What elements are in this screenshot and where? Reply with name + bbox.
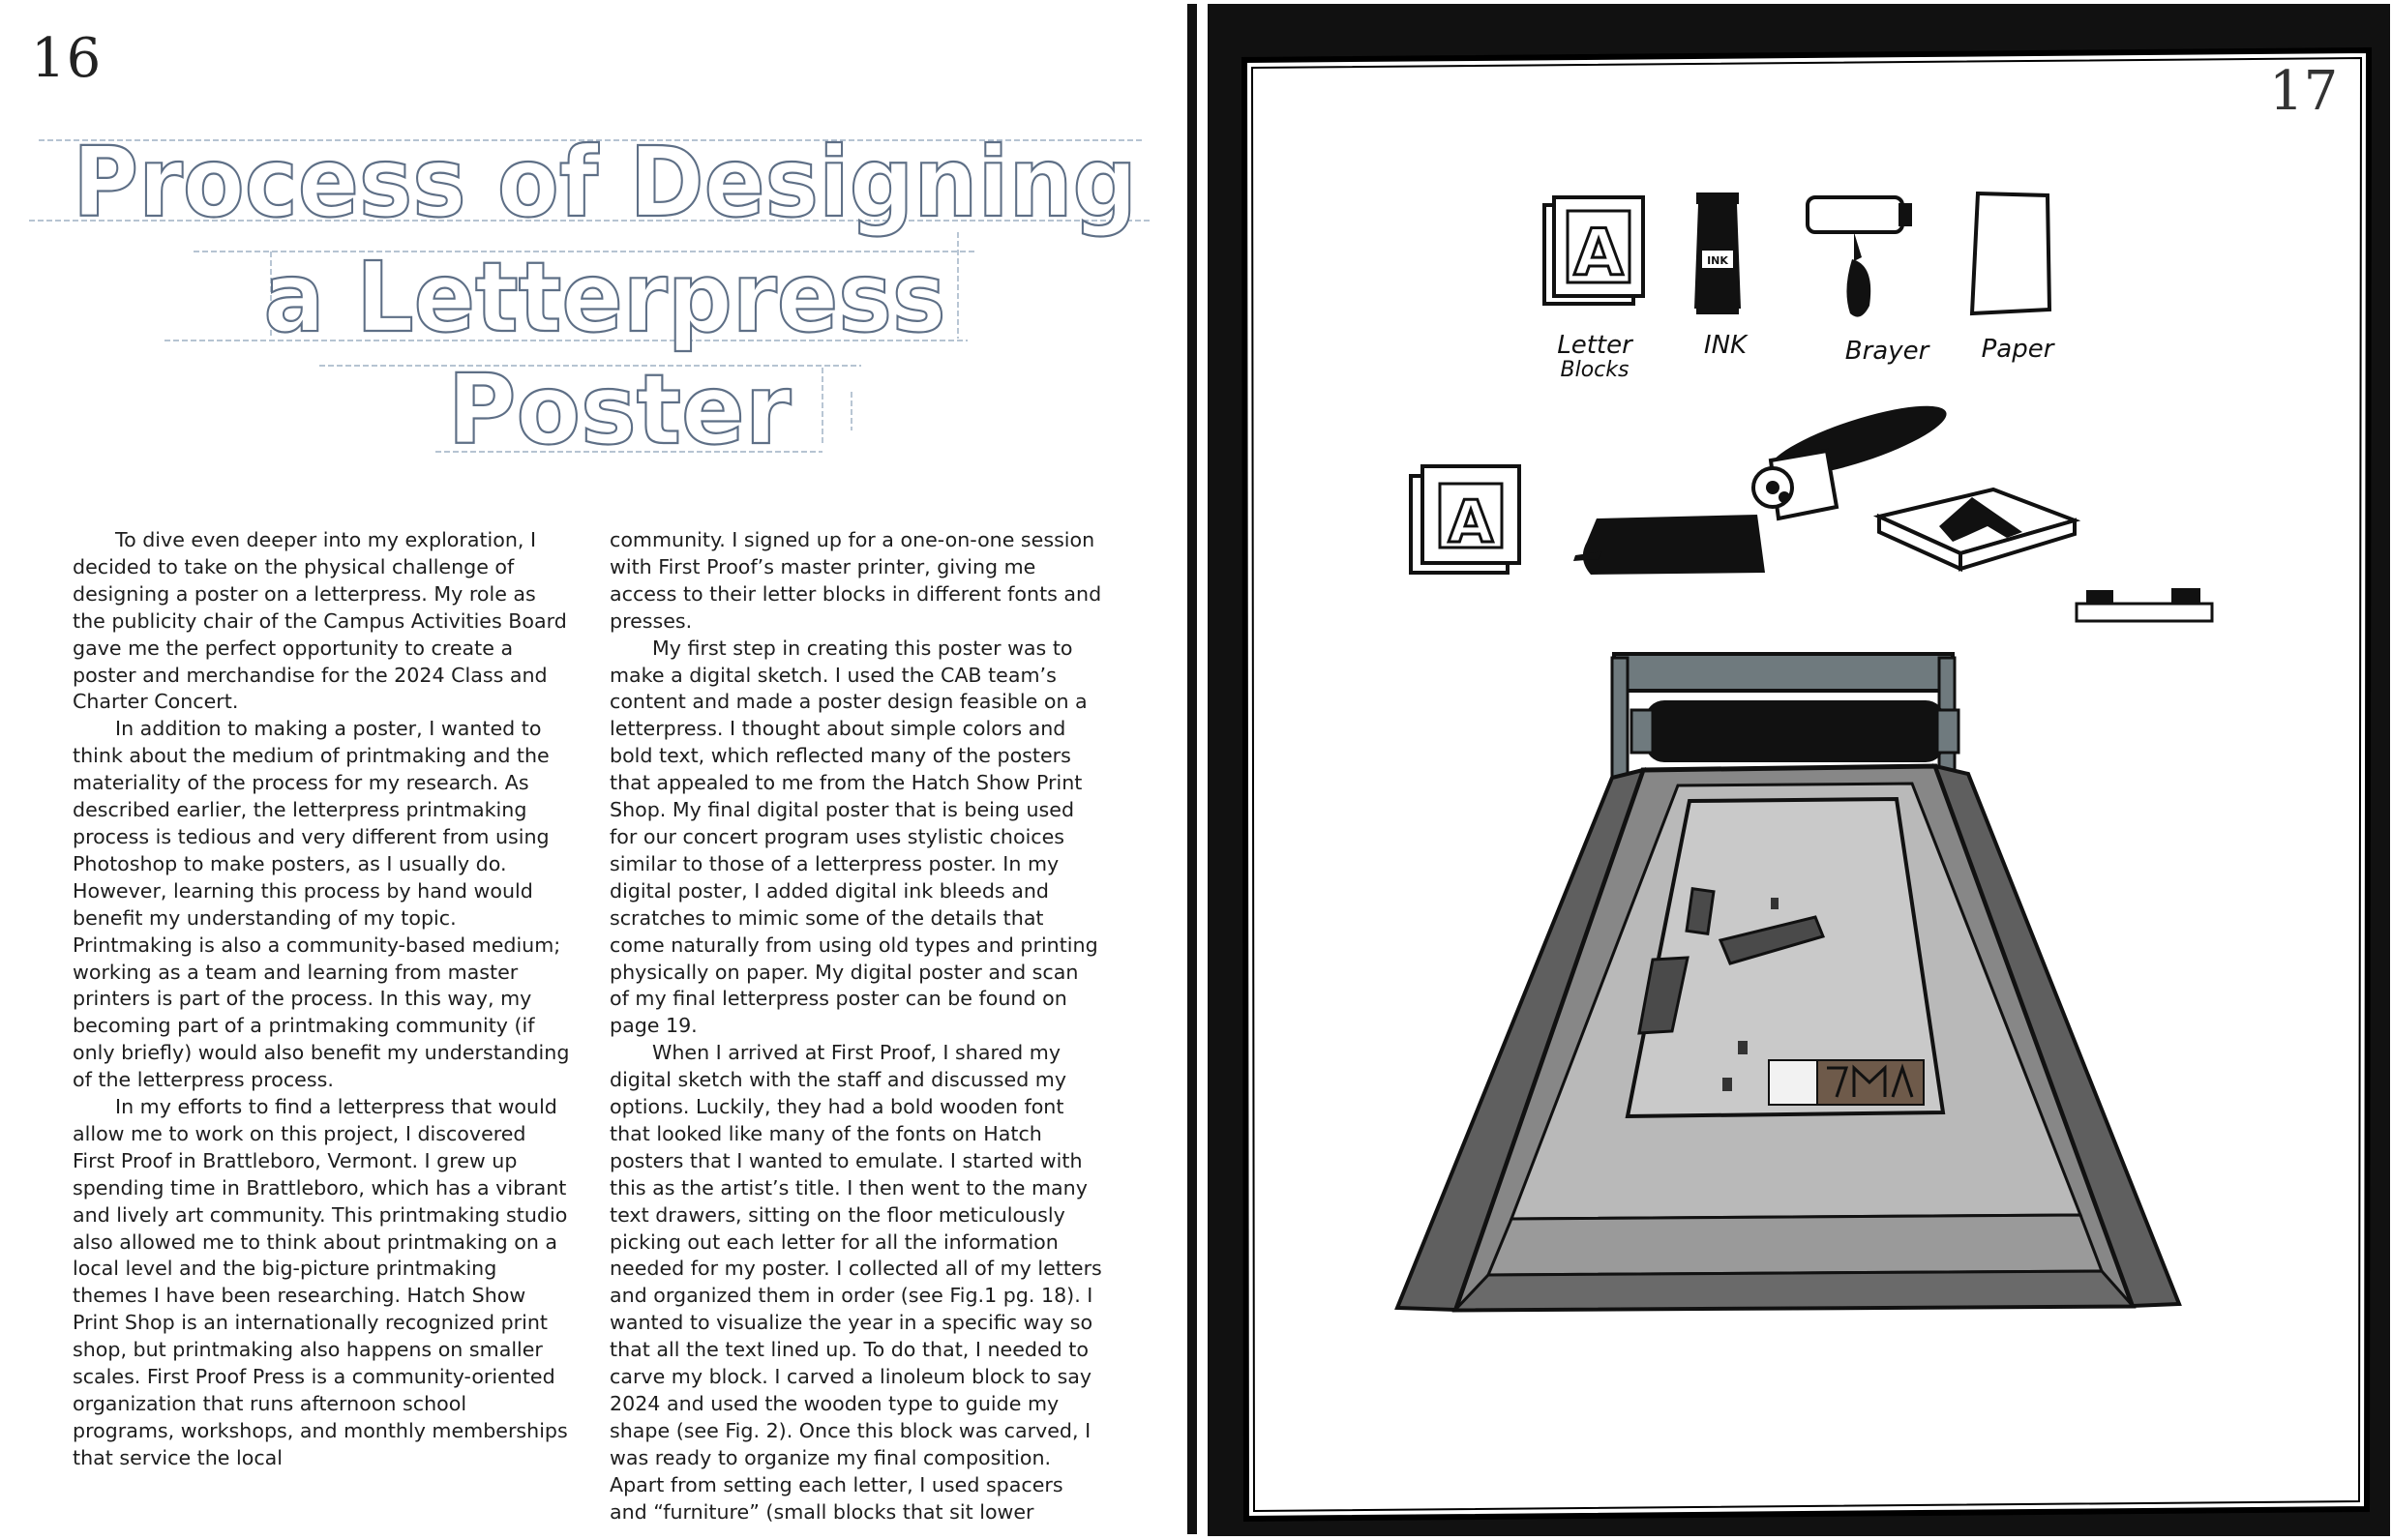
spine-divider (1187, 4, 1197, 1534)
page-number-left: 16 (31, 27, 103, 90)
right-page (1208, 4, 2390, 1536)
small-letter-block-icon (1411, 466, 1519, 573)
ink-smear-icon (1573, 515, 1765, 575)
paragraph: My first step in creating this poster was to make a digital sketch. I used the CAB team’s content and made a poster design feasible on a letterpress. I thought about simple colors and bold text, which reflected many of the posters that appealed to me from the Hatch Show Print Shop. My final digital poster that is being used for our concert program uses stylistic choices similar to those of a letterpress poster. In my digital poster, I added digital ink bleeds and scratches to mimic some of the details that come naturally from using old types and printing physically on paper. My digital poster and scan of my final letterpress poster can be found on page 19. (610, 636, 1098, 1038)
tool-label-ink: INK (1703, 331, 1748, 360)
svg-text:A: A (1573, 216, 1624, 290)
body-column-2 (610, 527, 1103, 1526)
left-page (0, 0, 1181, 1540)
svg-text:INK: INK (1707, 254, 1728, 267)
tool-label-line: Letter (1557, 331, 1632, 360)
title-line-2: a Letterpress (263, 241, 946, 354)
tool-label-line: Blocks (1560, 358, 1630, 382)
paragraph: community. I signed up for a one-on-one session with First Proof’s master printer, giving me access to their letter blocks in different fonts and presses. (610, 528, 1102, 633)
letter-block-icon (1544, 197, 1643, 304)
ink-tube-icon (1694, 192, 1741, 314)
paper-icon (1972, 193, 2049, 313)
title-line-1: Process of Designing (73, 126, 1137, 239)
svg-text:A: A (1448, 489, 1494, 556)
paragraph: When I arrived at First Proof, I shared my digital sketch with the staff and discussed my options. Luckily, they had a bold wooden font that looked like many of the fonts on Hatch posters that I wanted to emulate. I started with this as the artist’s title. I then went to the many text drawers, sitting on the floor meticulously picking out each letter for all the information needed for my poster. I collected all of my letters and organized them in order (see Fig.1 pg. 18). I wanted to visualize the year in a specific way so that all the text lined up. To do that, I needed to carve my block. I carved a linoleum block to say 2024 and used the wooden type to guide my shape (see Fig. 2). Once this block was carved, I was ready to organize my final composition. Apart from setting each letter, I used spacers and “furniture” (small blocks that sit lower (610, 1041, 1102, 1524)
tool-label-brayer: Brayer (1844, 337, 1929, 366)
page-number-right: 17 (2269, 60, 2339, 123)
tool-label-paper: Paper (1981, 335, 2054, 364)
paragraph: In addition to making a poster, I wanted to think about the medium of printmaking and the materiality of the process for my research. As described earlier, the letterpress printmaking process is tedious and very different from using Photoshop to make posters, as I usually do. However, learning this process by hand would benefit my understanding of my topic. Printmaking is also a community-based medium; working as a team and learning from master printers is part of the process. In this way, my becoming part of a printmaking community (if only briefly) would also benefit my understanding of the letterpress process. (73, 717, 570, 1092)
paragraph: In my efforts to find a letterpress that would allow me to work on this project, I discovered First Proof in Brattleboro, Vermont. I grew up spending time in Brattleboro, which has a vibrant and lively art community. This printmaking studio also allowed me to think about printmaking on a local level and the big-picture printmaking themes I have been researching. Hatch Show Print Shop is an internationally recognized print shop, but printmaking also happens on smaller scales. First Proof Press is a community-oriented organization that runs afternoon school programs, workshops, and monthly memberships that service the local (73, 1095, 568, 1469)
tool-label-letter-blocks (1537, 333, 1653, 383)
illustration (1208, 4, 2390, 1536)
page-title (29, 116, 1181, 474)
body-column-1 (73, 527, 571, 1472)
paragraph: To dive even deeper into my exploration, I decided to take on the physical challenge of designing a poster on a letterpress. My role as the publicity chair of the Campus Activities Board gave me the perfect opportunity to create a poster and merchandise for the 2024 Class and Charter Concert. (73, 528, 567, 714)
title-line-3: Poster (447, 353, 792, 466)
